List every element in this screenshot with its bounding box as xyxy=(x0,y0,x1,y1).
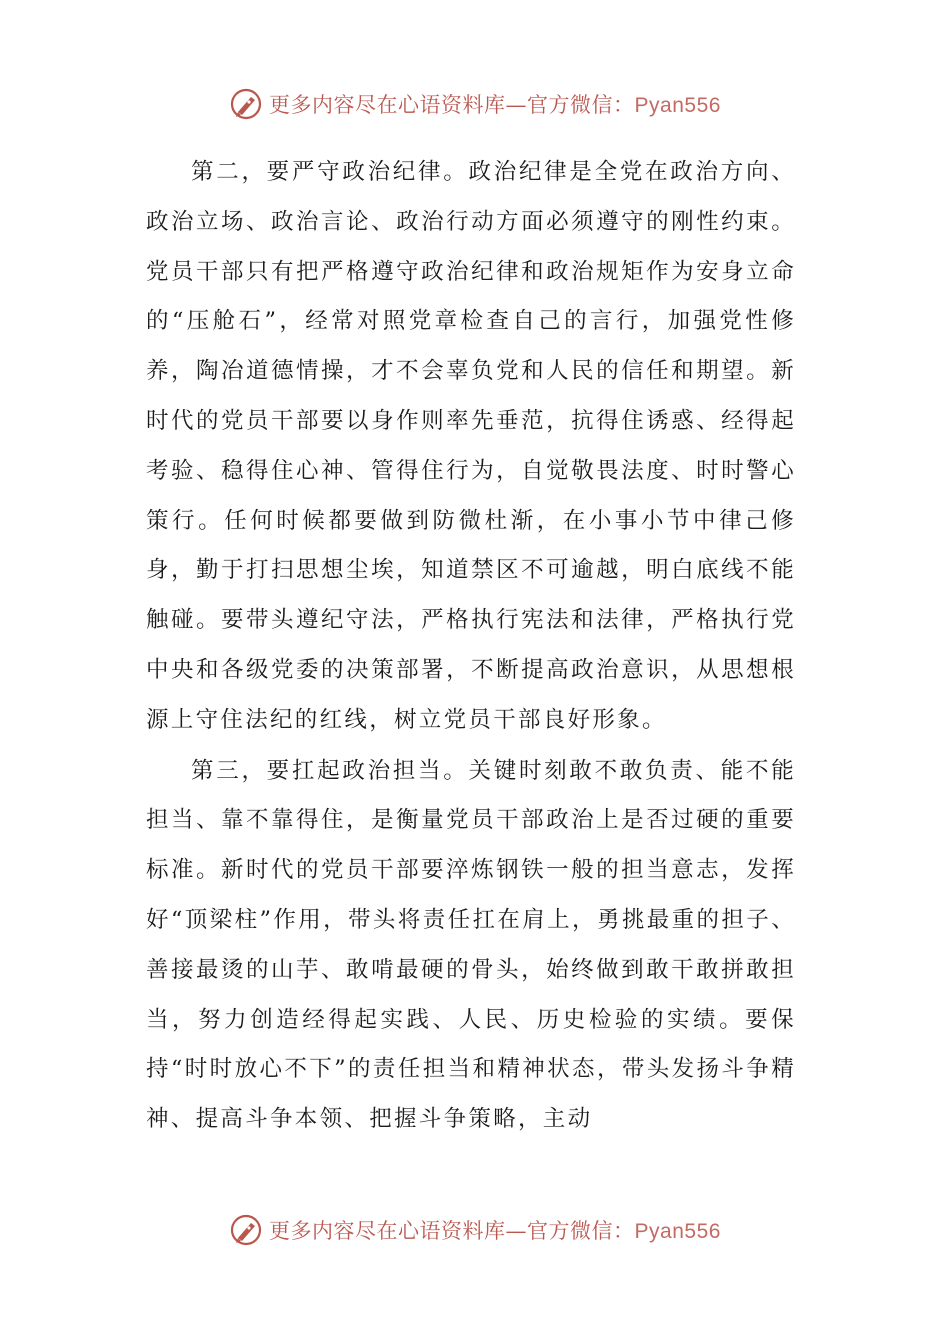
header-watermark xyxy=(0,84,950,124)
paragraph-political-responsibility: 第三，要扛起政治担当。关键时刻敢不敢负责、能不能担当、靠不靠得住，是衡量党员干部政治上是否过硬的重要标准。新时代的党员干部要淬炼钢铁一般的担当意志，发挥好“顶梁柱”作用，带头将责任扛在肩上，勇挑最重的担子、善接最烫的山芋、敢啃最硬的骨头，始终做到敢干敢拼敢担当，努力创造经得起实践、人民、历史检验的实绩。要保持“时时放心不下”的责任担当和精神状态，带头发扬斗争精神、提高斗争本领、把握斗争策略，主动 xyxy=(146,757,796,1133)
watermark-wechat-id: Pyan556 xyxy=(634,94,721,117)
pen-nib-logo-icon xyxy=(229,1213,263,1247)
watermark-wechat-id: Pyan556 xyxy=(634,1220,721,1243)
watermark-text: 更多内容尽在心语资料库—官方微信：Pyan556 xyxy=(269,93,721,117)
paragraph-political-discipline: 第二，要严守政治纪律。政治纪律是全党在政治方向、政治立场、政治言论、政治行动方面必须遵守的刚性约束。党员干部只有把严格遵守政治纪律和政治规矩作为安身立命的“压舱石”，经常对照党章检查自己的言行，加强党性修养，陶冶道德情操，才不会辜负党和人民的信任和期望。新时代的党员干部要以身作则率先垂范，抗得住诱惑、经得起考验、稳得住心神、管得住行为，自觉敬畏法度、时时警心策行。任何时候都要做到防微杜渐，在小事小节中律己修身，勤于打扫思想尘埃，知道禁区不可逾越，明白底线不能触碰。要带头遵纪守法，严格执行宪法和法律，严格执行党中央和各级党委的决策部署，不断提高政治意识，从思想根源上守住法纪的红线，树立党员干部良好形象。 xyxy=(146,159,796,733)
watermark-text: 更多内容尽在心语资料库—官方微信：Pyan556 xyxy=(269,1219,721,1243)
pen-nib-logo-icon xyxy=(229,87,263,121)
document-body xyxy=(146,148,796,1146)
footer-watermark xyxy=(0,1210,950,1250)
